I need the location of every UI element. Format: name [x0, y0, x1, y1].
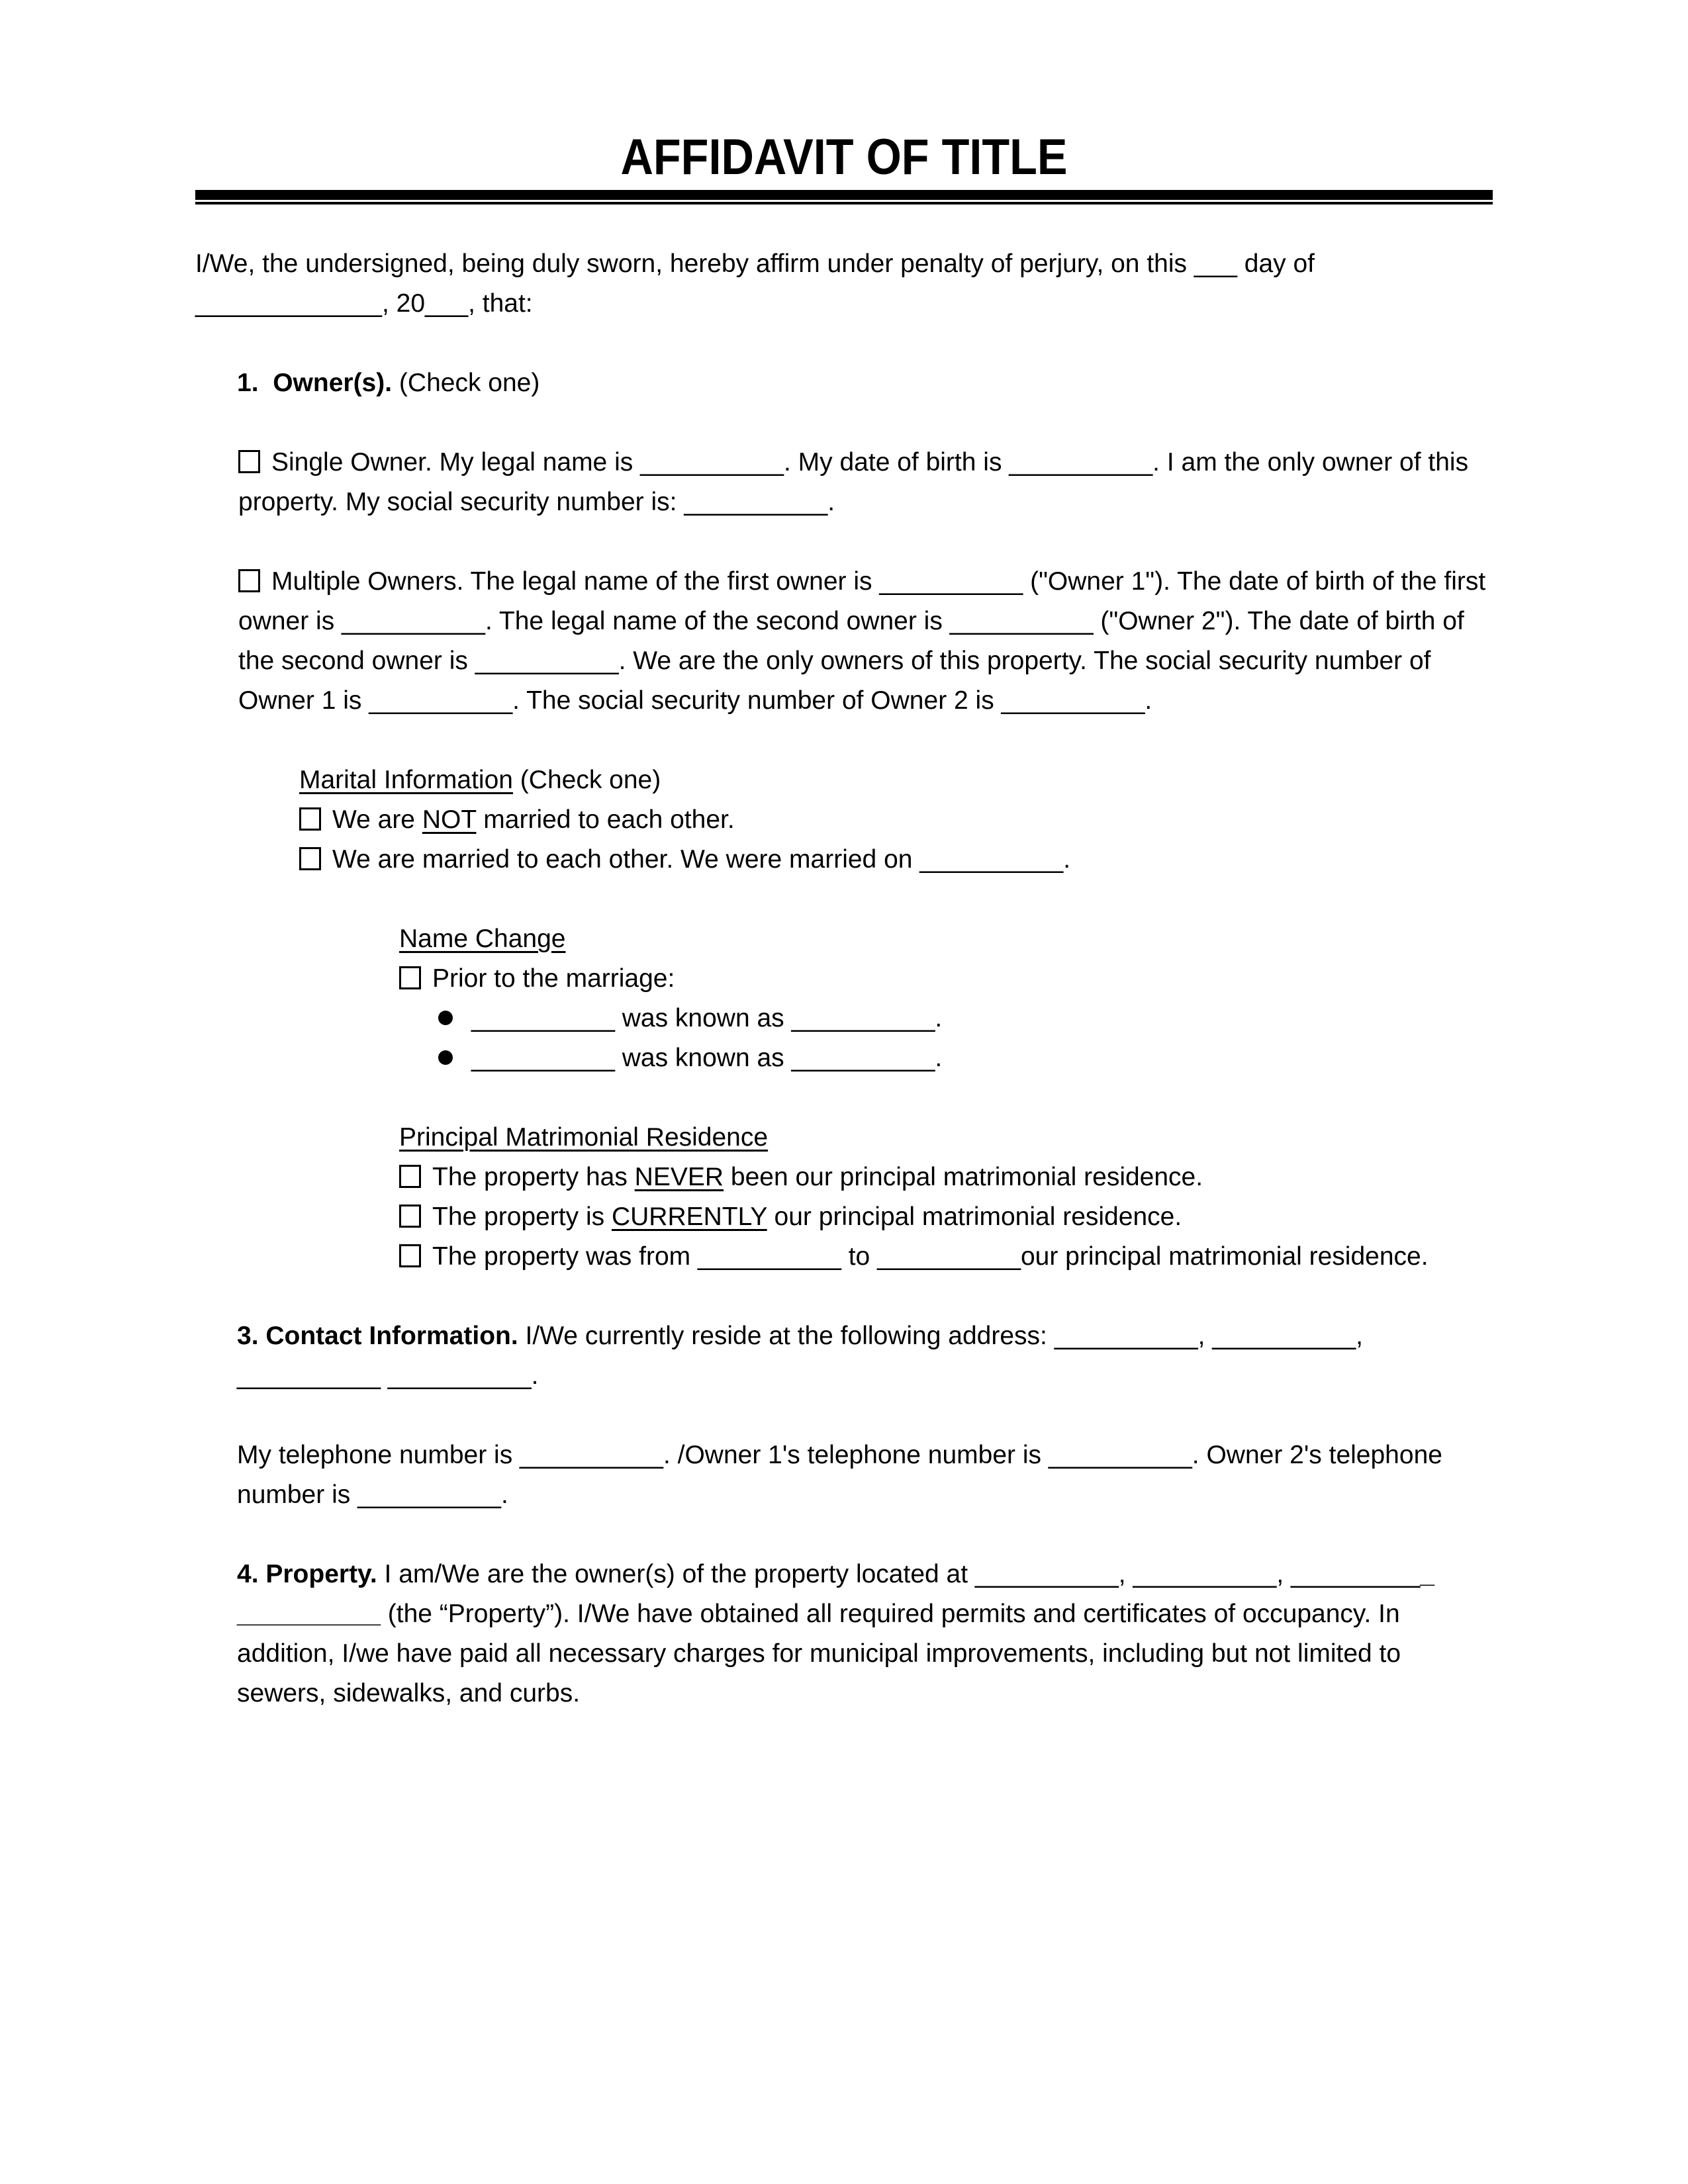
marital-information-heading	[299, 760, 1491, 800]
page-title	[195, 129, 1493, 185]
section-4-heading: 4. Property.	[237, 1560, 377, 1588]
residence-never-line	[399, 1158, 1458, 1197]
not-married-emphasis: NOT	[422, 805, 477, 834]
married-text: We are married to each other. We were married on __________.	[332, 845, 1071, 874]
not-married-pre: We are	[332, 805, 422, 834]
checkbox-married[interactable]	[299, 847, 321, 870]
section-1-number: 1.	[237, 369, 259, 397]
name-change-bullet-2	[438, 1038, 1458, 1078]
bullet-icon	[438, 1011, 453, 1025]
section-4-bold-blank: _ __________	[237, 1560, 1434, 1628]
title-rule-thin	[195, 202, 1493, 205]
principal-residence-block	[399, 1118, 1458, 1277]
marital-information-note: (Check one)	[520, 766, 661, 794]
telephone-text: My telephone number is __________. /Owner 1's telephone number is __________. Owner 2's telephone number is __________.	[237, 1441, 1442, 1509]
checkbox-residence-currently[interactable]	[399, 1205, 421, 1228]
checkbox-single-owner[interactable]	[238, 450, 260, 473]
name-change-bullet-2-text: __________ was known as __________.	[471, 1044, 943, 1072]
section-4-body-pre: I am/We are the owner(s) of the property located at __________, __________, _________	[384, 1560, 1421, 1588]
married-line	[299, 840, 1491, 880]
not-married-post: married to each other.	[476, 805, 735, 834]
section-4-body-post: (the “Property”). I/We have obtained all required permits and certificates of occupancy. In addition, I/we have paid all necessary charges for municipal improvements, including but not limited to sewers, sidewalks, and curbs.	[237, 1600, 1401, 1707]
checkbox-residence-never[interactable]	[399, 1165, 421, 1188]
multiple-owners-paragraph	[238, 562, 1489, 721]
name-change-heading	[399, 919, 1458, 959]
residence-from-to-line	[399, 1237, 1458, 1277]
section-1-note: (Check one)	[399, 369, 540, 397]
residence-currently-line	[399, 1197, 1458, 1237]
residence-currently-pre: The property is	[432, 1203, 612, 1231]
multiple-owners-text: Multiple Owners. The legal name of the first owner is __________ ("Owner 1"). The date of birth of the first owner is __________. The legal name of the second owner is __________ ("Owner 2"). The date of birth of the second owner is __________. We are the only owners of this property. The social security number of Owner 1 is __________. The social security number of Owner 2 is __________.	[238, 567, 1486, 715]
checkbox-not-married[interactable]	[299, 807, 321, 831]
name-change-heading-text: Name Change	[399, 925, 566, 953]
name-change-bullet-1	[438, 999, 1458, 1038]
checkbox-prior-to-marriage[interactable]	[399, 966, 421, 989]
section-3-heading: 3. Contact Information.	[237, 1322, 518, 1350]
section-3-address-text: I/We currently reside at the following address: __________, __________, __________ __________.	[237, 1322, 1363, 1390]
residence-from-to-text: The property was from __________ to __________our principal matrimonial residence.	[432, 1242, 1429, 1271]
page-title-text: AFFIDAVIT OF TITLE	[620, 129, 1068, 185]
telephone-paragraph	[237, 1435, 1493, 1515]
residence-never-post: been our principal matrimonial residence.	[724, 1163, 1203, 1191]
principal-residence-heading	[399, 1118, 1458, 1158]
residence-currently-emphasis: CURRENTLY	[611, 1203, 767, 1231]
intro-paragraph	[195, 244, 1493, 324]
checkbox-multiple-owners[interactable]	[238, 569, 260, 592]
intro-text: I/We, the undersigned, being duly sworn, hereby affirm under penalty of perjury, on this ___ day of _____________, 20___, that:	[195, 250, 1315, 318]
residence-never-emphasis: NEVER	[634, 1163, 724, 1191]
prior-to-marriage-line	[399, 959, 1458, 999]
section-1-title: Owner(s).	[273, 369, 393, 397]
section-1-heading	[237, 363, 1493, 403]
principal-residence-heading-text: Principal Matrimonial Residence	[399, 1123, 769, 1152]
checkbox-residence-from-to[interactable]	[399, 1244, 421, 1267]
not-married-line	[299, 800, 1491, 840]
marital-information-block	[299, 760, 1491, 880]
marital-information-heading-text: Marital Information	[299, 766, 513, 794]
prior-to-marriage-text: Prior to the marriage:	[432, 964, 675, 993]
name-change-bullet-1-text: __________ was known as __________.	[471, 1004, 943, 1032]
single-owner-paragraph	[238, 443, 1489, 522]
single-owner-text: Single Owner. My legal name is __________. My date of birth is __________. I am the only owner of this property. My social security number is: __________.	[238, 448, 1469, 516]
section-3-paragraph	[237, 1316, 1493, 1396]
residence-currently-post: our principal matrimonial residence.	[767, 1203, 1182, 1231]
section-4-paragraph	[237, 1555, 1493, 1713]
residence-never-pre: The property has	[432, 1163, 635, 1191]
bullet-icon	[438, 1050, 453, 1065]
name-change-block	[399, 919, 1458, 1078]
title-rule-thick	[195, 190, 1493, 200]
